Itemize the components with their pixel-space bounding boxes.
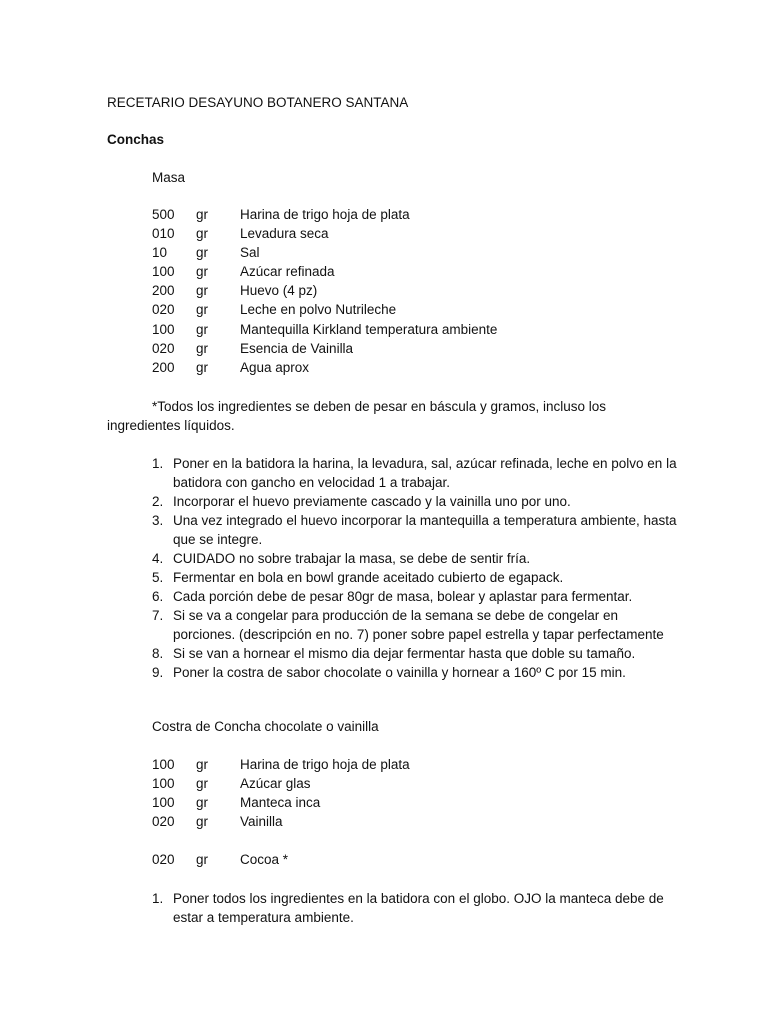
ingredient-name: Manteca inca bbox=[240, 795, 321, 811]
step-number: 1. bbox=[152, 456, 164, 471]
masa-ingredient-list bbox=[152, 205, 712, 377]
ingredient-qty: 020 bbox=[152, 302, 175, 318]
ingredient-name: Huevo (4 pz) bbox=[240, 283, 318, 299]
step-number: 1. bbox=[152, 891, 164, 906]
subheading-costra: Costra de Concha chocolate o vainilla bbox=[152, 719, 379, 734]
ingredient-row bbox=[152, 243, 712, 262]
ingredient-name: Harina de trigo hoja de plata bbox=[240, 757, 410, 772]
ingredient-row bbox=[152, 774, 712, 793]
ingredient-qty: 100 bbox=[152, 776, 175, 792]
ingredient-name: Esencia de Vainilla bbox=[240, 340, 354, 356]
subheading-masa: Masa bbox=[152, 170, 186, 185]
ingredient-row bbox=[152, 320, 712, 339]
masa-steps-list bbox=[152, 454, 682, 682]
ingredient-row bbox=[152, 755, 712, 774]
step-text: Incorporar el huevo previamente cascado y la vainilla uno por uno. bbox=[173, 494, 571, 509]
ingredient-unit: gr bbox=[196, 776, 209, 792]
ingredient-qty: 200 bbox=[152, 359, 175, 375]
ingredient-row bbox=[152, 205, 712, 224]
step-item bbox=[152, 492, 682, 511]
ingredient-name: Mantequilla Kirkland temperatura ambiente bbox=[240, 321, 498, 337]
ingredient-row bbox=[152, 300, 712, 319]
step-item bbox=[152, 568, 682, 587]
step-item bbox=[152, 454, 682, 492]
ingredient-unit: gr bbox=[196, 226, 209, 242]
ingredient-row bbox=[152, 262, 712, 281]
ingredient-qty: 100 bbox=[152, 264, 175, 280]
step-item bbox=[152, 663, 682, 682]
costra-extra-ingredient bbox=[152, 850, 712, 869]
ingredient-name: Vainilla bbox=[240, 814, 283, 830]
step-item bbox=[152, 889, 682, 927]
step-text: Fermentar en bola en bowl grande aceitado cubierto de egapack. bbox=[173, 570, 564, 585]
ingredient-unit: gr bbox=[196, 359, 209, 375]
step-text: Poner la costra de sabor chocolate o vainilla y hornear a 160º C por 15 min. bbox=[173, 665, 626, 680]
ingredient-unit: gr bbox=[196, 245, 209, 261]
step-text: Si se va a congelar para producción de la semana se debe de congelar en porciones. (descripción en no. 7) poner sobre papel estrella y tapar perfectamente bbox=[173, 608, 664, 642]
step-item bbox=[152, 644, 682, 663]
ingredient-name: Harina de trigo hoja de plata bbox=[240, 207, 410, 222]
step-item bbox=[152, 511, 682, 549]
ingredient-row bbox=[152, 358, 712, 377]
costra-ingredient-list bbox=[152, 755, 712, 831]
step-number: 6. bbox=[152, 589, 164, 604]
ingredient-qty: 100 bbox=[152, 757, 175, 772]
step-number: 5. bbox=[152, 570, 164, 585]
step-item bbox=[152, 587, 682, 606]
note-line: *Todos los ingredientes se deben de pesar en báscula y gramos, incluso los bbox=[152, 399, 607, 414]
ingredient-unit: gr bbox=[196, 757, 209, 772]
step-number: 9. bbox=[152, 665, 164, 680]
ingredient-unit: gr bbox=[196, 321, 209, 337]
ingredient-name: Leche en polvo Nutrileche bbox=[240, 302, 397, 318]
ingredient-unit: gr bbox=[196, 795, 209, 811]
ingredient-qty: 100 bbox=[152, 795, 175, 811]
step-text: Poner en la batidora la harina, la levadura, sal, azúcar refinada, leche en polvo en la batidora con gancho en velocidad 1 a trabajar. bbox=[173, 456, 677, 490]
step-text: Cada porción debe de pesar 80gr de masa, bolear y aplastar para fermentar. bbox=[173, 589, 633, 604]
ingredient-row bbox=[152, 812, 712, 831]
ingredient-qty: 10 bbox=[152, 245, 168, 261]
ingredient-unit: gr bbox=[196, 264, 209, 280]
ingredient-unit: gr bbox=[196, 814, 209, 830]
ingredient-name: Cocoa * bbox=[240, 852, 289, 867]
ingredient-name: Azúcar refinada bbox=[240, 264, 335, 280]
ingredient-row bbox=[152, 339, 712, 358]
step-number: 4. bbox=[152, 551, 164, 566]
ingredient-qty: 500 bbox=[152, 207, 175, 222]
step-number: 7. bbox=[152, 608, 164, 623]
ingredient-name: Azúcar glas bbox=[240, 776, 311, 792]
step-number: 8. bbox=[152, 646, 164, 661]
weighing-note bbox=[107, 397, 667, 435]
ingredient-qty: 020 bbox=[152, 340, 175, 356]
ingredient-unit: gr bbox=[196, 207, 209, 222]
ingredient-qty: 020 bbox=[152, 814, 175, 830]
ingredient-row bbox=[152, 224, 712, 243]
ingredient-unit: gr bbox=[196, 852, 209, 867]
ingredient-qty: 010 bbox=[152, 226, 175, 242]
ingredient-qty: 100 bbox=[152, 321, 175, 337]
step-item bbox=[152, 606, 682, 644]
ingredient-unit: gr bbox=[196, 340, 209, 356]
section-heading-conchas: Conchas bbox=[107, 132, 165, 147]
step-number: 3. bbox=[152, 513, 164, 528]
ingredient-name: Levadura seca bbox=[240, 226, 329, 242]
step-text: Una vez integrado el huevo incorporar la mantequilla a temperatura ambiente, hasta que se integre. bbox=[173, 513, 677, 547]
ingredient-qty: 020 bbox=[152, 852, 175, 867]
step-text: CUIDADO no sobre trabajar la masa, se debe de sentir fría. bbox=[173, 551, 531, 566]
step-item bbox=[152, 549, 682, 568]
ingredient-row bbox=[152, 281, 712, 300]
ingredient-name: Agua aprox bbox=[240, 359, 310, 375]
ingredient-row bbox=[152, 850, 712, 869]
note-line: ingredientes líquidos. bbox=[107, 418, 235, 433]
ingredient-row bbox=[152, 793, 712, 812]
step-number: 2. bbox=[152, 494, 164, 509]
step-text: Poner todos los ingredientes en la batidora con el globo. OJO la manteca debe de estar a temperatura ambiente. bbox=[173, 891, 664, 925]
ingredient-qty: 200 bbox=[152, 283, 175, 299]
ingredient-unit: gr bbox=[196, 283, 209, 299]
document-title: RECETARIO DESAYUNO BOTANERO SANTANA bbox=[107, 95, 409, 110]
ingredient-unit: gr bbox=[196, 302, 209, 318]
costra-steps-list bbox=[152, 889, 682, 927]
step-text: Si se van a hornear el mismo dia dejar fermentar hasta que doble su tamaño. bbox=[173, 646, 636, 661]
ingredient-name: Sal bbox=[240, 245, 260, 261]
